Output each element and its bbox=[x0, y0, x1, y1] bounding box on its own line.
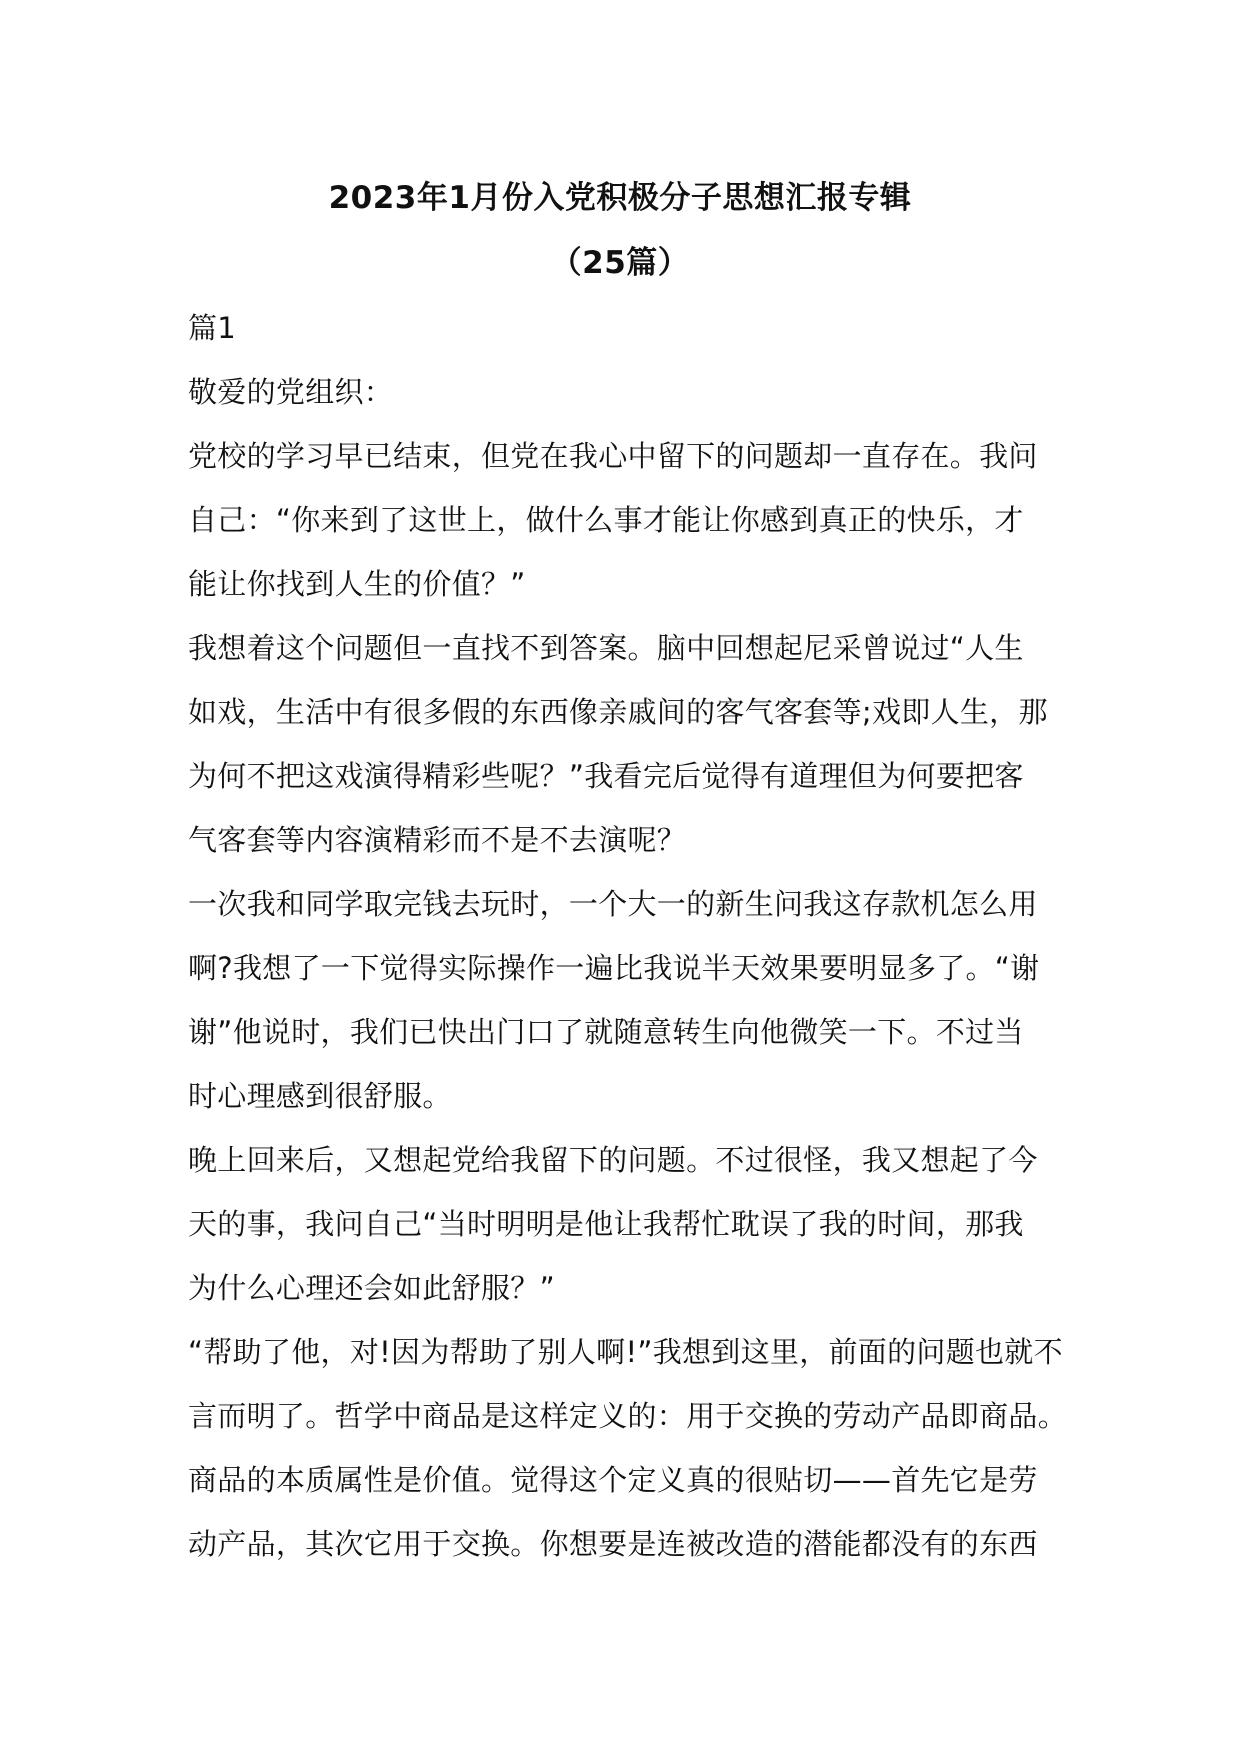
body-line: 言而明了。哲学中商品是这样定义的：用于交换的劳动产品即商品。 bbox=[188, 1399, 1068, 1433]
document-title: 2023年1月份入党积极分子思想汇报专辑 bbox=[328, 180, 912, 216]
body-line: 为什么心理还会如此舒服？” bbox=[188, 1271, 555, 1305]
body-line: 能让你找到人生的价值？” bbox=[188, 567, 526, 601]
body-line: 谢”他说时，我们已快出门口了就随意转生向他微笑一下。不过当 bbox=[188, 1015, 1024, 1049]
body-line: 晚上回来后，又想起党给我留下的问题。不过很怪，我又想起了今 bbox=[188, 1143, 1038, 1177]
document-subtitle: （25篇） bbox=[550, 245, 690, 281]
salutation: 敬爱的党组织： bbox=[188, 375, 394, 409]
body-line: 气客套等内容演精彩而不是不去演呢？ bbox=[188, 823, 687, 857]
body-line: 我想着这个问题但一直找不到答案。脑中回想起尼采曾说过“人生 bbox=[188, 631, 1024, 665]
body-line: 动产品，其次它用于交换。你想要是连被改造的潜能都没有的东西 bbox=[188, 1527, 1038, 1561]
body-line: 如戏，生活中有很多假的东西像亲戚间的客气客套等;戏即人生，那 bbox=[188, 695, 1048, 729]
body-line: 时心理感到很舒服。 bbox=[188, 1079, 452, 1113]
body-line: 自己：“你来到了这世上，做什么事才能让你感到真正的快乐，才 bbox=[188, 503, 1024, 537]
body-line: 一次我和同学取完钱去玩时，一个大一的新生问我这存款机怎么用 bbox=[188, 887, 1038, 921]
body-line: 天的事，我问自己“当时明明是他让我帮忙耽误了我的时间，那我 bbox=[188, 1207, 1024, 1241]
body-line: 党校的学习早已结束，但党在我心中留下的问题却一直存在。我问 bbox=[188, 439, 1038, 473]
body-line: 为何不把这戏演得精彩些呢？”我看完后觉得有道理但为何要把客 bbox=[188, 759, 1024, 793]
section-heading: 篇1 bbox=[188, 311, 237, 345]
body-line: 商品的本质属性是价值。觉得这个定义真的很贴切——首先它是劳 bbox=[188, 1463, 1038, 1497]
body-line: 啊?我想了一下觉得实际操作一遍比我说半天效果要明显多了。“谢 bbox=[188, 951, 1040, 985]
body-line: “帮助了他，对!因为帮助了别人啊!”我想到这里，前面的问题也就不 bbox=[188, 1335, 1063, 1369]
